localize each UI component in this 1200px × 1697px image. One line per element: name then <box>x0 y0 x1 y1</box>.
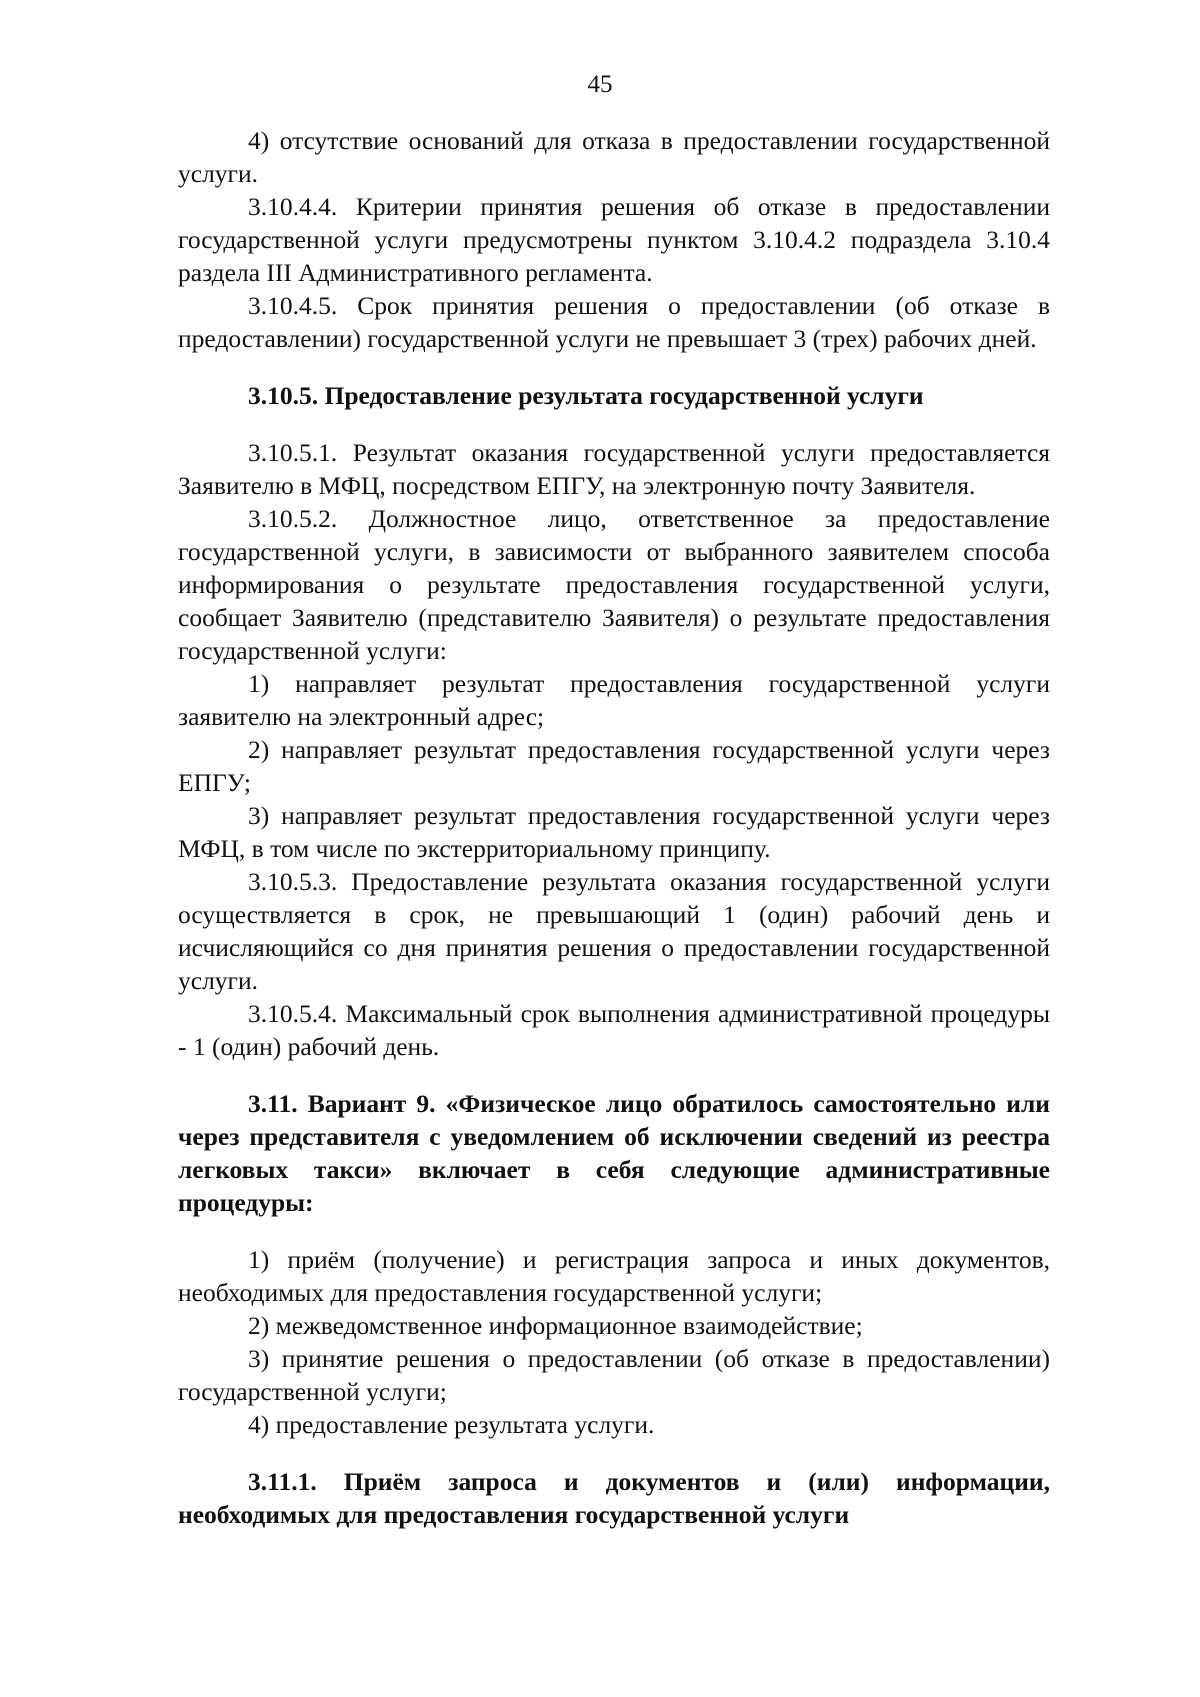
paragraph-3-10-4-5: 3.10.4.5. Срок принятия решения о предоставлении (об отказе в предоставлении) государственной услуги не превышает 3 (трех) рабочих дней. <box>178 291 1050 353</box>
paragraph-3-10-5-4: 3.10.5.4. Максимальный срок выполнения административной процедуры - 1 (один) рабочий день. <box>178 999 1050 1061</box>
heading-3-11: 3.11. Вариант 9. «Физическое лицо обратилось самостоятельно или через представителя с уведомлением об исключении сведений из реестра легковых такси» включает в себя следующие административные процедуры: <box>178 1089 1050 1217</box>
list-item-1: 1) направляет результат предоставления государственной услуги заявителю на электронный адрес; <box>178 669 1050 731</box>
document-body <box>178 124 1050 1531</box>
list-item-3: 3) направляет результат предоставления государственной услуги через МФЦ, в том числе по экстерриториальному принципу. <box>178 801 1050 863</box>
procedure-item-3: 3) принятие решения о предоставлении (об отказе в предоставлении) государственной услуги; <box>178 1344 1050 1406</box>
procedure-item-4: 4) предоставление результата услуги. <box>248 1410 655 1439</box>
list-item-2: 2) направляет результат предоставления государственной услуги через ЕПГУ; <box>178 735 1050 797</box>
paragraph-3-10-5-1: 3.10.5.1. Результат оказания государственной услуги предоставляется Заявителю в МФЦ, посредством ЕПГУ, на электронную почту Заявителя. <box>178 438 1050 500</box>
paragraph-3-10-4-4: 3.10.4.4. Критерии принятия решения об отказе в предоставлении государственной услуги предусмотрены пунктом 3.10.4.2 подраздела 3.10.4 раздела III Административного регламента. <box>178 192 1050 287</box>
heading-3-11-1: 3.11.1. Приём запроса и документов и (или) информации, необходимых для предоставления государственной услуги <box>178 1467 1050 1529</box>
paragraph-refusal-grounds: 4) отсутствие оснований для отказа в предоставлении государственной услуги. <box>178 126 1050 188</box>
paragraph-3-10-5-2: 3.10.5.2. Должностное лицо, ответственное за предоставление государственной услуги, в зависимости от выбранного заявителем способа информирования о результате предоставления государственной услуги, сообщает Заявителю (представителю Заявителя) о результате предоставления государственной услуги: <box>178 504 1050 665</box>
procedure-item-1: 1) приём (получение) и регистрация запроса и иных документов, необходимых для предоставления государственной услуги; <box>178 1245 1050 1307</box>
heading-3-10-5: 3.10.5. Предоставление результата государственной услуги <box>248 381 924 410</box>
page-number: 45 <box>587 71 613 98</box>
procedure-item-2: 2) межведомственное информационное взаимодействие; <box>248 1311 863 1340</box>
paragraph-3-10-5-3: 3.10.5.3. Предоставление результата оказания государственной услуги осуществляется в срок, не превышающий 1 (один) рабочий день и исчисляющийся со дня принятия решения о предоставлении государственной услуги. <box>178 867 1050 995</box>
